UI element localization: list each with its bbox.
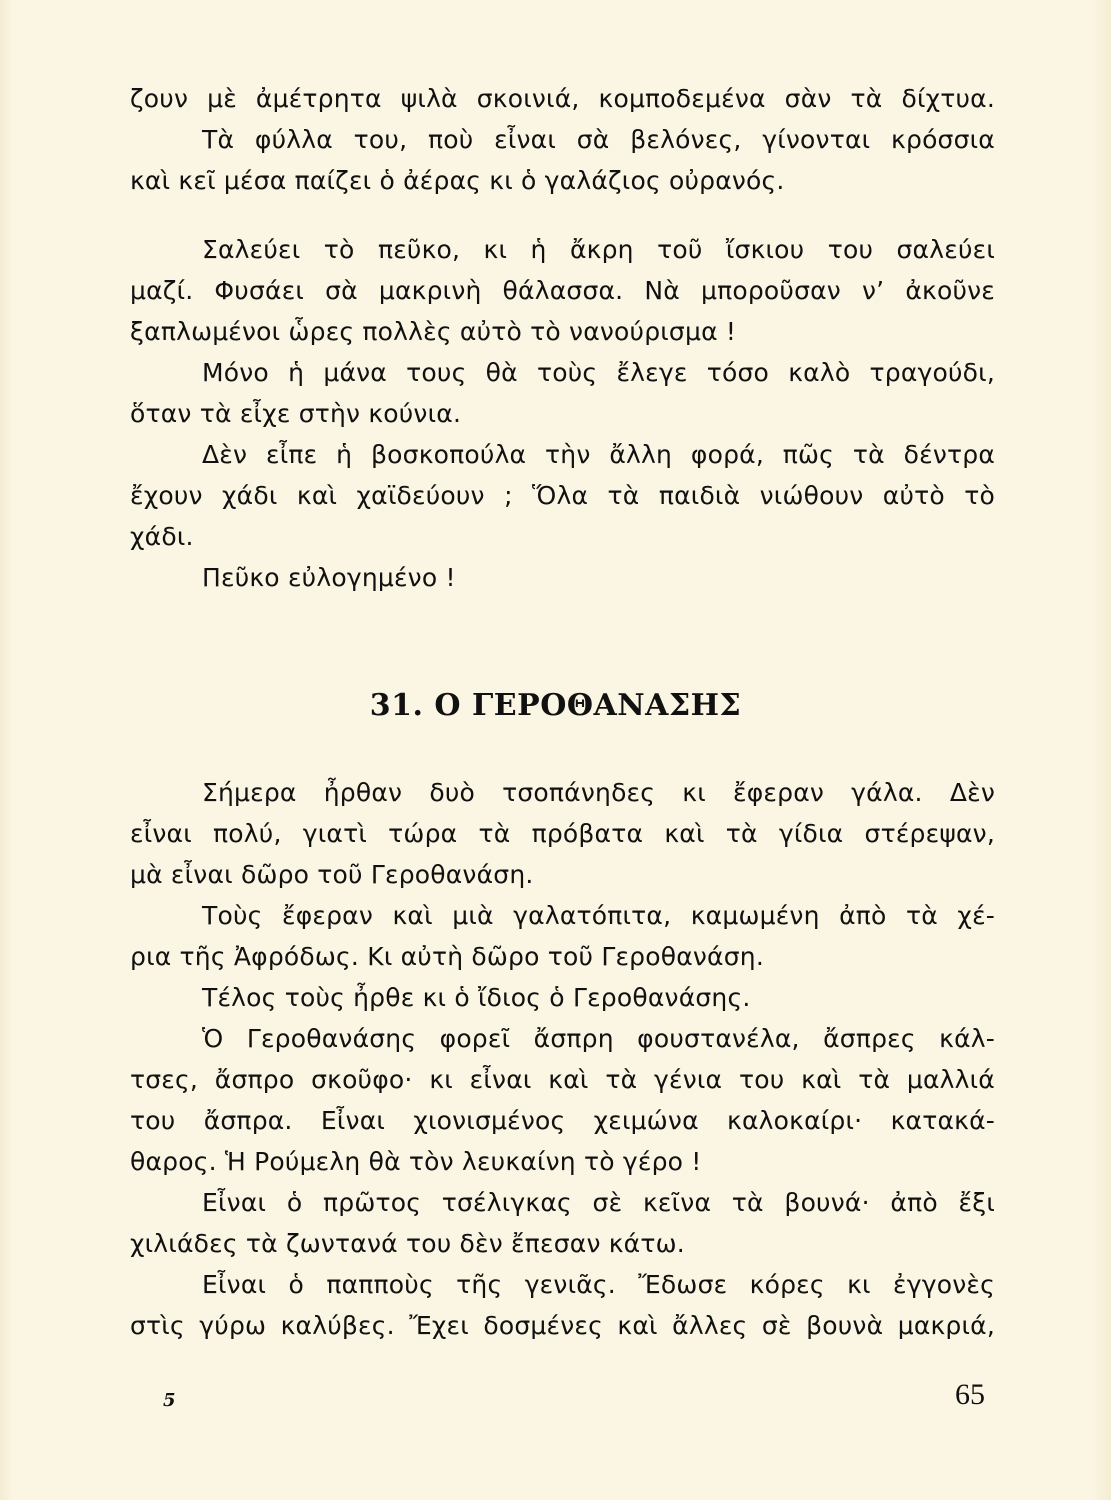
text-line: τσες, ἄσπρο σκοῦφο· κι εἶναι καὶ τὰ γένια του καὶ τὰ μαλλιά xyxy=(130,1065,995,1094)
text-line: Τέλος τοὺς ἦρθε κι ὁ ἴδιος ὁ Γεροθανάσης. xyxy=(202,983,751,1012)
chapter-title: 31. Ο ΓΕΡΟΘΑΝΑΣΗΣ xyxy=(369,688,742,723)
text-line: εἶναι πολύ, γιατὶ τώρα τὰ πρόβατα καὶ τὰ γίδια στέρεψαν, xyxy=(130,819,995,848)
text-line: Σαλεύει τὸ πεῦκο, κι ἡ ἄκρη τοῦ ἴσκιου του σαλεύει xyxy=(202,235,995,264)
text-line: ἔχουν χάδι καὶ χαϊδεύουν ; Ὅλα τὰ παιδιὰ νιώθουν αὐτὸ τὸ xyxy=(130,481,995,510)
bottom-text-block xyxy=(130,772,995,1346)
text-line: Σήμερα ἦρθαν δυὸ τσοπάνηδες κι ἔφεραν γάλα. Δὲν xyxy=(202,778,995,807)
text-line: Εἶναι ὁ πρῶτος τσέλιγκας σὲ κεῖνα τὰ βουνά· ἀπὸ ἔξι xyxy=(202,1188,995,1217)
signature-mark: 5 xyxy=(163,1390,176,1411)
text-line: χιλιάδες τὰ ζωντανά του δὲν ἔπεσαν κάτω. xyxy=(130,1229,685,1258)
text-line: μαζί. Φυσάει σὰ μακρινὴ θάλασσα. Νὰ μποροῦσαν ν’ ἀκοῦνε xyxy=(130,276,995,305)
text-line: Ὁ Γεροθανάσης φορεῖ ἄσπρη φουστανέλα, ἄσπρες κάλ- xyxy=(202,1024,995,1053)
text-line: του ἄσπρα. Εἶναι χιονισμένος χειμώνα καλοκαίρι· κατακά- xyxy=(130,1106,995,1135)
text-line: ζουν μὲ ἀμέτρητα ψιλὰ σκοινιά, κομποδεμένα σὰν τὰ δίχτυα. xyxy=(130,84,995,113)
text-line: στὶς γύρω καλύβες. Ἔχει δοσμένες καὶ ἄλλες σὲ βουνὰ μακριά, xyxy=(130,1311,995,1340)
text-line: Δὲν εἶπε ἡ βοσκοπούλα τὴν ἄλλη φορά, πῶς τὰ δέντρα xyxy=(202,440,995,469)
text-line: Μόνο ἡ μάνα τους θὰ τοὺς ἔλεγε τόσο καλὸ τραγούδι, xyxy=(202,358,995,387)
text-line: ξαπλωμένοι ὧρες πολλὲς αὐτὸ τὸ νανούρισμα ! xyxy=(130,317,737,346)
text-line: Τοὺς ἔφεραν καὶ μιὰ γαλατόπιτα, καμωμένη ἀπὸ τὰ χέ- xyxy=(202,901,995,930)
top-text-block xyxy=(130,78,995,598)
text-line: μὰ εἶναι δῶρο τοῦ Γεροθανάση. xyxy=(130,860,534,889)
text-line: καὶ κεῖ μέσα παίζει ὁ ἀέρας κι ὁ γαλάζιος οὐρανός. xyxy=(130,166,785,195)
text-line: θαρος. Ἡ Ρούμελη θὰ τὸν λευκαίνη τὸ γέρο ! xyxy=(130,1147,702,1176)
page-number: 65 xyxy=(955,1378,985,1411)
text-line: χάδι. xyxy=(130,522,194,551)
text-line: ρια τῆς Ἀφρόδως. Κι αὐτὴ δῶρο τοῦ Γεροθανάση. xyxy=(130,942,764,971)
text-line: Εἶναι ὁ παπποὺς τῆς γενιᾶς. Ἔδωσε κόρες κι ἐγγονὲς xyxy=(202,1270,995,1299)
text-line: Τὰ φύλλα του, ποὺ εἶναι σὰ βελόνες, γίνονται κρόσσια xyxy=(202,125,995,154)
text-line: Πεῦκο εὐλογημένο ! xyxy=(202,563,456,592)
text-line: ὅταν τὰ εἶχε στὴν κούνια. xyxy=(130,399,462,428)
